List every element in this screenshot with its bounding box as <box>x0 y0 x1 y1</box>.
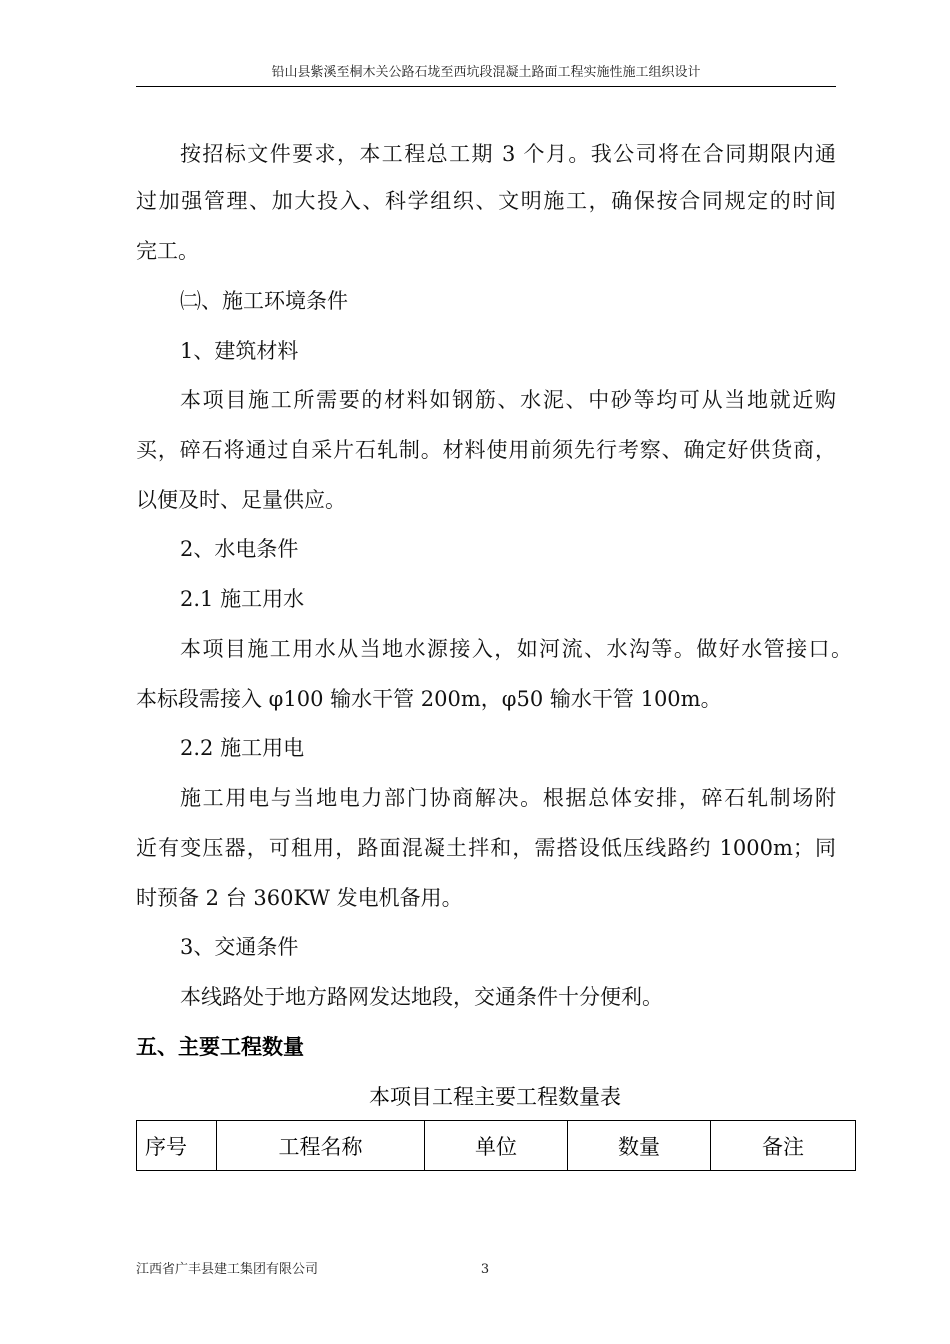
column-header-name: 工程名称 <box>217 1121 425 1171</box>
subsection-heading: ㈡、施工环境条件 <box>180 289 348 313</box>
subsection-heading: 2、水电条件 <box>180 537 299 561</box>
column-header-unit: 单位 <box>425 1121 568 1171</box>
header-rule <box>136 86 836 87</box>
subsection-heading: 3、交通条件 <box>180 935 299 959</box>
page-header-title: 铅山县紫溪至桐木关公路石垅至西坑段混凝土路面工程实施性施工组织设计 <box>271 65 701 80</box>
footer-page-number: 3 <box>480 1262 490 1277</box>
paragraph-line: 买，碎石将通过自采片石轧制。材料使用前须先行考察、确定好供货商， <box>136 438 836 462</box>
table-header-row <box>137 1121 856 1171</box>
paragraph-line: 时预备 2 台 360KW 发电机备用。 <box>136 886 463 910</box>
footer-company: 江西省广丰县建工集团有限公司 <box>136 1262 319 1277</box>
paragraph-line: 近有变压器，可租用，路面混凝土拌和，需搭设低压线路约 1000m；同 <box>136 836 836 860</box>
paragraph-line: 本项目施工所需要的材料如钢筋、水泥、中砂等均可从当地就近购 <box>180 388 836 412</box>
subsection-heading: 2.1 施工用水 <box>180 587 305 611</box>
section-heading: 五、主要工程数量 <box>136 1035 304 1059</box>
paragraph-line: 施工用电与当地电力部门协商解决。根据总体安排，碎石轧制场附 <box>180 786 836 810</box>
paragraph-line: 本项目施工用水从当地水源接入，如河流、水沟等。做好水管接口。 <box>180 637 852 661</box>
quantity-table <box>136 1120 856 1171</box>
paragraph-line: 按招标文件要求，本工程总工期 3 个月。我公司将在合同期限内通 <box>180 142 836 166</box>
paragraph-line: 过加强管理、加大投入、科学组织、文明施工，确保按合同规定的时间 <box>136 189 836 213</box>
subsection-heading: 2.2 施工用电 <box>180 736 305 760</box>
paragraph-line: 完工。 <box>136 239 199 263</box>
paragraph-line: 以便及时、足量供应。 <box>136 488 346 512</box>
table-title: 本项目工程主要工程数量表 <box>369 1085 621 1109</box>
paragraph-line: 本标段需接入 φ100 输水干管 200m，φ50 输水干管 100m。 <box>136 687 722 711</box>
column-header-remarks: 备注 <box>711 1121 856 1171</box>
column-header-index: 序号 <box>137 1121 217 1171</box>
column-header-quantity: 数量 <box>568 1121 711 1171</box>
subsection-heading: 1、建筑材料 <box>180 339 299 363</box>
paragraph-line: 本线路处于地方路网发达地段，交通条件十分便利。 <box>180 985 663 1009</box>
